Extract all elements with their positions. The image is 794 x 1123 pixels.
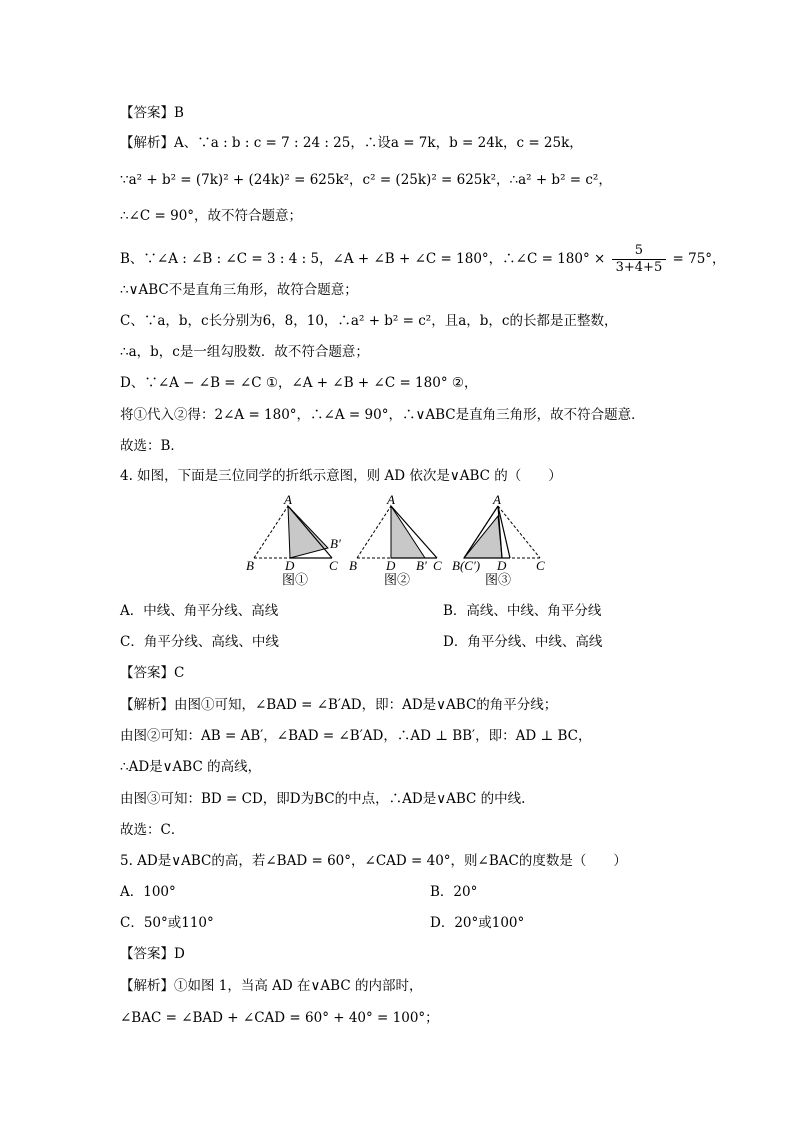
q3-solution-line-9: 将①代入②得：2∠A = 180°，∴∠A = 90°，∴∨ABC是直角三角形，故不符合题意．: [120, 407, 645, 423]
fig1-label-c: C: [329, 558, 338, 573]
q4-solution-line-2: 由图②可知：AB = AB′，∠BAD = ∠B′AD，∴AD ⊥ BB′，即：AD ⊥ BC，: [120, 728, 592, 744]
fig2-caption: 图②: [384, 572, 411, 587]
q4-option-d: D．角平分线、中线、高线: [443, 634, 603, 650]
q5-option-b: B．20°: [430, 884, 478, 900]
q4-stem: 4. 如图，下面是三位同学的折纸示意图，则 AD 依次是∨ABC 的（ ）: [120, 468, 562, 484]
q3-solution-line-6: C、∵a，b，c长分别为6，8，10，∴a² + b² = c²，且a，b，c的长都是正整数，: [120, 313, 618, 329]
q5-solution-line-1: 【解析】①如图 1，当高 AD 在∨ABC 的内部时，: [120, 978, 423, 994]
fig3-label-a: A: [493, 494, 501, 507]
figure-2: [349, 494, 442, 587]
q5-option-d: D．20°或100°: [430, 915, 525, 931]
fig2-label-bprime: B′: [416, 558, 427, 573]
q4-solution-line-4: 由图③可知：BD = CD，即D为BC的中点，∴AD是∨ABC 的中线.: [120, 791, 526, 807]
q5-solution-line-2: ∠BAC = ∠BAD + ∠CAD = 60° + 40° = 100°；: [120, 1010, 439, 1026]
q5-answer: 【答案】D: [120, 946, 185, 962]
q5-option-c: C．50°或110°: [120, 915, 214, 931]
fig2-label-d: D: [386, 558, 396, 573]
fig3-label-d: D: [497, 558, 507, 573]
q3-solution-line-4-row: [120, 243, 726, 273]
fig3-label-c: C: [536, 558, 545, 573]
q3-solution-line-8: D、∵∠A − ∠B = ∠C ①，∠A + ∠B + ∠C = 180° ②，: [120, 375, 478, 391]
fig2-label-b: B: [349, 558, 357, 573]
fig2-label-c: C: [433, 558, 442, 573]
fig1-label-bprime: B′: [330, 536, 341, 551]
q3-fraction-result: = 75°，: [672, 251, 726, 267]
fig3-caption: 图③: [485, 572, 512, 587]
q3-fraction-denominator: 3+4+5: [615, 260, 663, 275]
fig1-label-a: A: [284, 494, 292, 507]
q4-option-b: B．高线、中线、角平分线: [443, 603, 602, 619]
fig1-label-b: B: [246, 558, 254, 573]
q4-option-a: A．中线、角平分线、高线: [120, 603, 279, 619]
q4-solution-line-3: ∴AD是∨ABC 的高线，: [120, 759, 262, 775]
q3-solution-line-2: ∵a² + b² = (7k)² + (24k)² = 625k²，c² = (25k)² = 625k²，∴a² + b² = c²，: [120, 172, 612, 188]
q3-fraction: [612, 243, 667, 276]
q3-solution-line-3: ∴∠C = 90°，故不符合题意；: [120, 208, 303, 224]
fig1-label-d: D: [285, 558, 295, 573]
q3-answer: 【答案】B: [120, 105, 184, 121]
q4-option-c: C．角平分线、高线、中线: [120, 634, 279, 650]
q4-solution-line-1: 【解析】由图①可知，∠BAD = ∠B′AD，即：AD是∨ABC的角平分线；: [120, 697, 558, 713]
q3-solution-line-1: 【解析】A、∵a : b : c = 7 : 24 : 25，∴设a = 7k，b = 24k，c = 25k，: [120, 135, 583, 151]
q3-solution-line-4: B、∵∠A : ∠B : ∠C = 3 : 4 : 5，∠A + ∠B + ∠C = 180°，∴∠C = 180° ×: [120, 251, 606, 267]
q4-solution-line-5: 故选：C．: [120, 822, 185, 838]
q3-fraction-numerator: 5: [612, 243, 667, 260]
q3-solution-line-7: ∴a，b，c是一组勾股数．故不符合题意；: [120, 344, 369, 360]
q3-solution-line-5: ∴∨ABC不是直角三角形，故符合题意；: [120, 282, 358, 298]
fig3-label-bc: B(C′): [452, 558, 481, 573]
q5-stem: 5. AD是∨ABC的高，若∠BAD = 60°，∠CAD = 40°，则∠BAC的度数是（ ）: [120, 853, 627, 869]
fig2-label-a: A: [387, 494, 395, 507]
q5-option-a: A．100°: [120, 884, 176, 900]
fig1-caption: 图①: [282, 572, 309, 587]
figure-3: [452, 494, 545, 587]
figure-1: [246, 494, 341, 587]
q3-solution-line-10: 故选：B．: [120, 438, 184, 454]
q4-answer: 【答案】C: [120, 665, 185, 681]
folding-figures: [244, 494, 554, 589]
